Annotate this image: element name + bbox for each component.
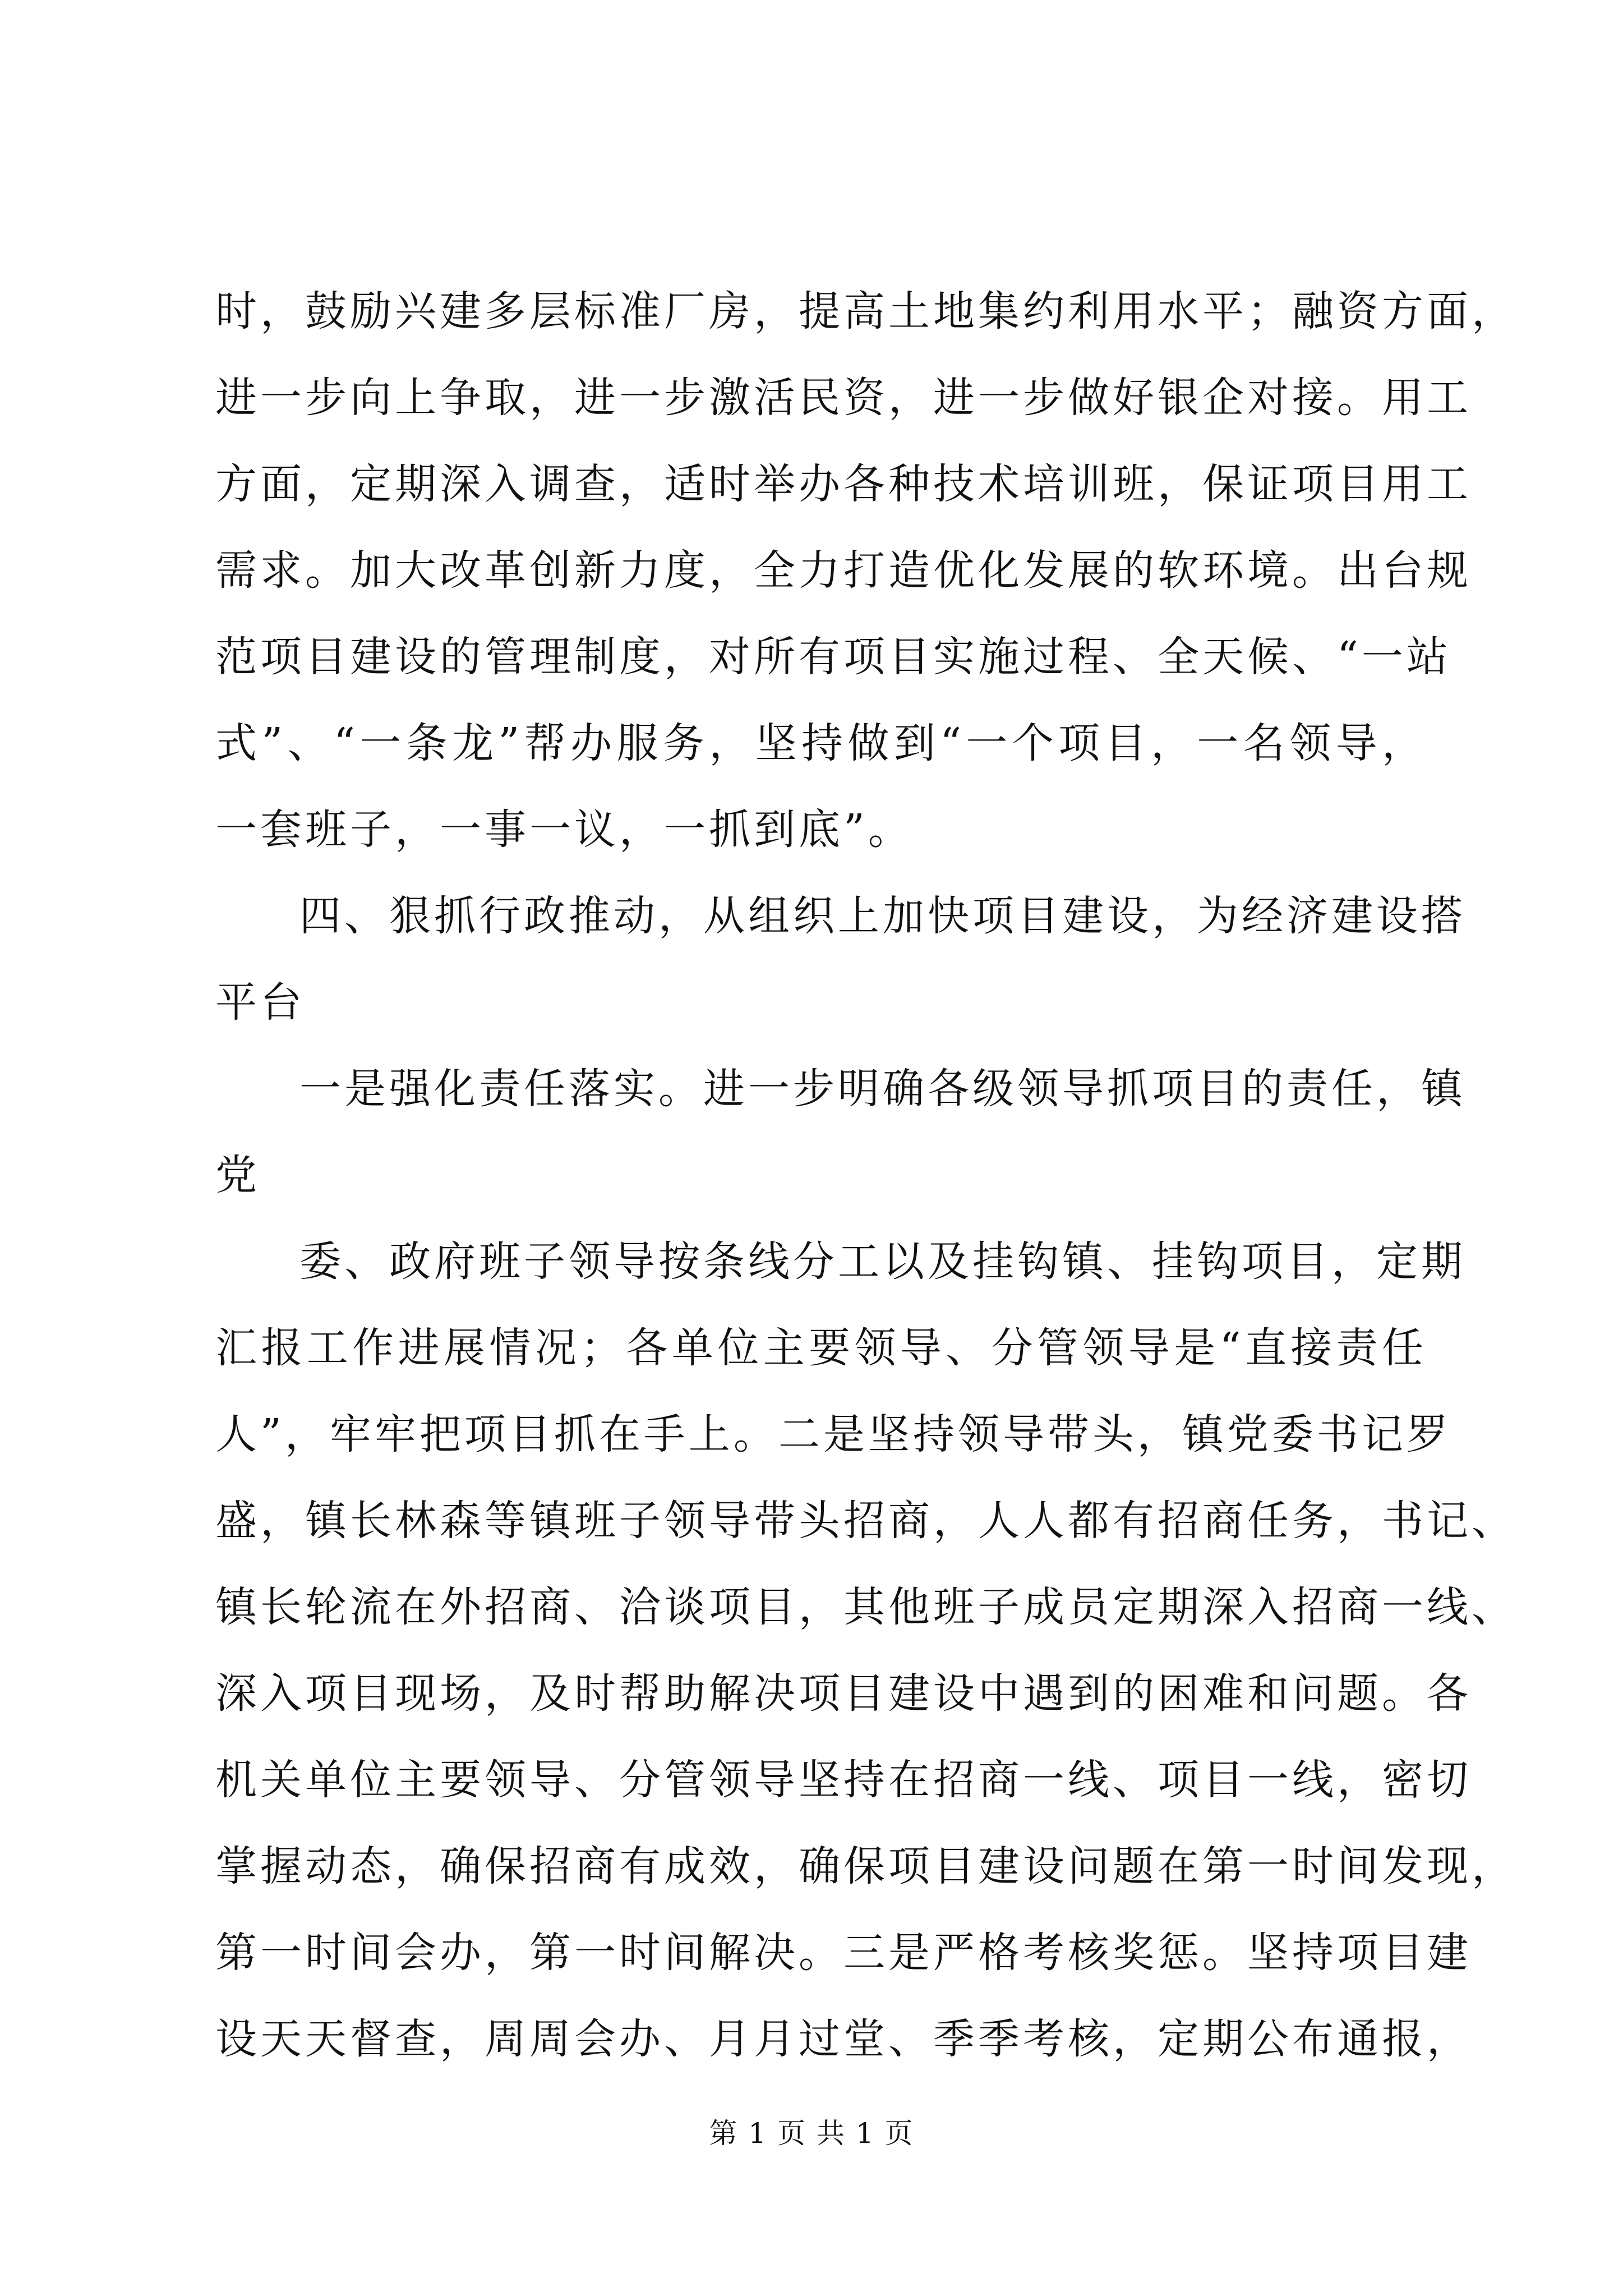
- text-line: 时，鼓励兴建多层标准厂房，提高土地集约利用水平；融资方面，: [215, 287, 1516, 335]
- text-line: 一是强化责任落实。进一步明确各级领导抓项目的责任，镇: [299, 1065, 1466, 1113]
- document-body: [215, 268, 1516, 2082]
- text-line: 深入项目现场，及时帮助解决项目建设中遇到的困难和问题。各: [215, 1669, 1472, 1718]
- section-heading-line: 平台: [215, 978, 305, 1027]
- section-heading-line: 四、狠抓行政推动，从组织上加快项目建设，为经济建设搭: [299, 892, 1466, 940]
- text-line: 范项目建设的管理制度，对所有项目实施过程、全天候、“一站: [215, 633, 1451, 681]
- text-line: 一套班子，一事一议，一抓到底”。: [215, 806, 913, 854]
- page-number: 第 1 页 共 1 页: [709, 2117, 914, 2150]
- text-line: 方面，定期深入调查，适时举办各种技术培训班，保证项目用工: [215, 460, 1472, 508]
- text-line: 第一时间会办，第一时间解决。三是严格考核奖惩。坚持项目建: [215, 1929, 1472, 1977]
- text-line: 委、政府班子领导按条线分工以及挂钩镇、挂钩项目，定期: [299, 1237, 1466, 1286]
- text-line: 进一步向上争取，进一步激活民资，进一步做好银企对接。用工: [215, 374, 1472, 422]
- text-line: 人”，牢牢把项目抓在手上。二是坚持领导带头，镇党委书记罗: [215, 1410, 1451, 1458]
- text-line: 机关单位主要领导、分管领导坚持在招商一线、项目一线，密切: [215, 1756, 1472, 1804]
- text-line: 设天天督查，周周会办、月月过堂、季季考核，定期公布通报，: [215, 2015, 1472, 2063]
- text-line: 汇报工作进展情况；各单位主要领导、分管领导是“直接责任: [215, 1324, 1427, 1372]
- text-line: 盛，镇长林森等镇班子领导带头招商，人人都有招商任务，书记、: [215, 1497, 1516, 1545]
- page-footer: [0, 2114, 1623, 2153]
- text-line: 党: [215, 1151, 260, 1199]
- text-line: 式”、“一条龙”帮办服务，坚持做到“一个项目，一名领导，: [215, 719, 1427, 767]
- text-line: 掌握动态，确保招商有成效，确保项目建设问题在第一时间发现，: [215, 1842, 1516, 1890]
- text-line: 需求。加大改革创新力度，全力打造优化发展的软环境。出台规: [215, 546, 1472, 595]
- text-line: 镇长轮流在外招商、洽谈项目，其他班子成员定期深入招商一线、: [215, 1583, 1516, 1631]
